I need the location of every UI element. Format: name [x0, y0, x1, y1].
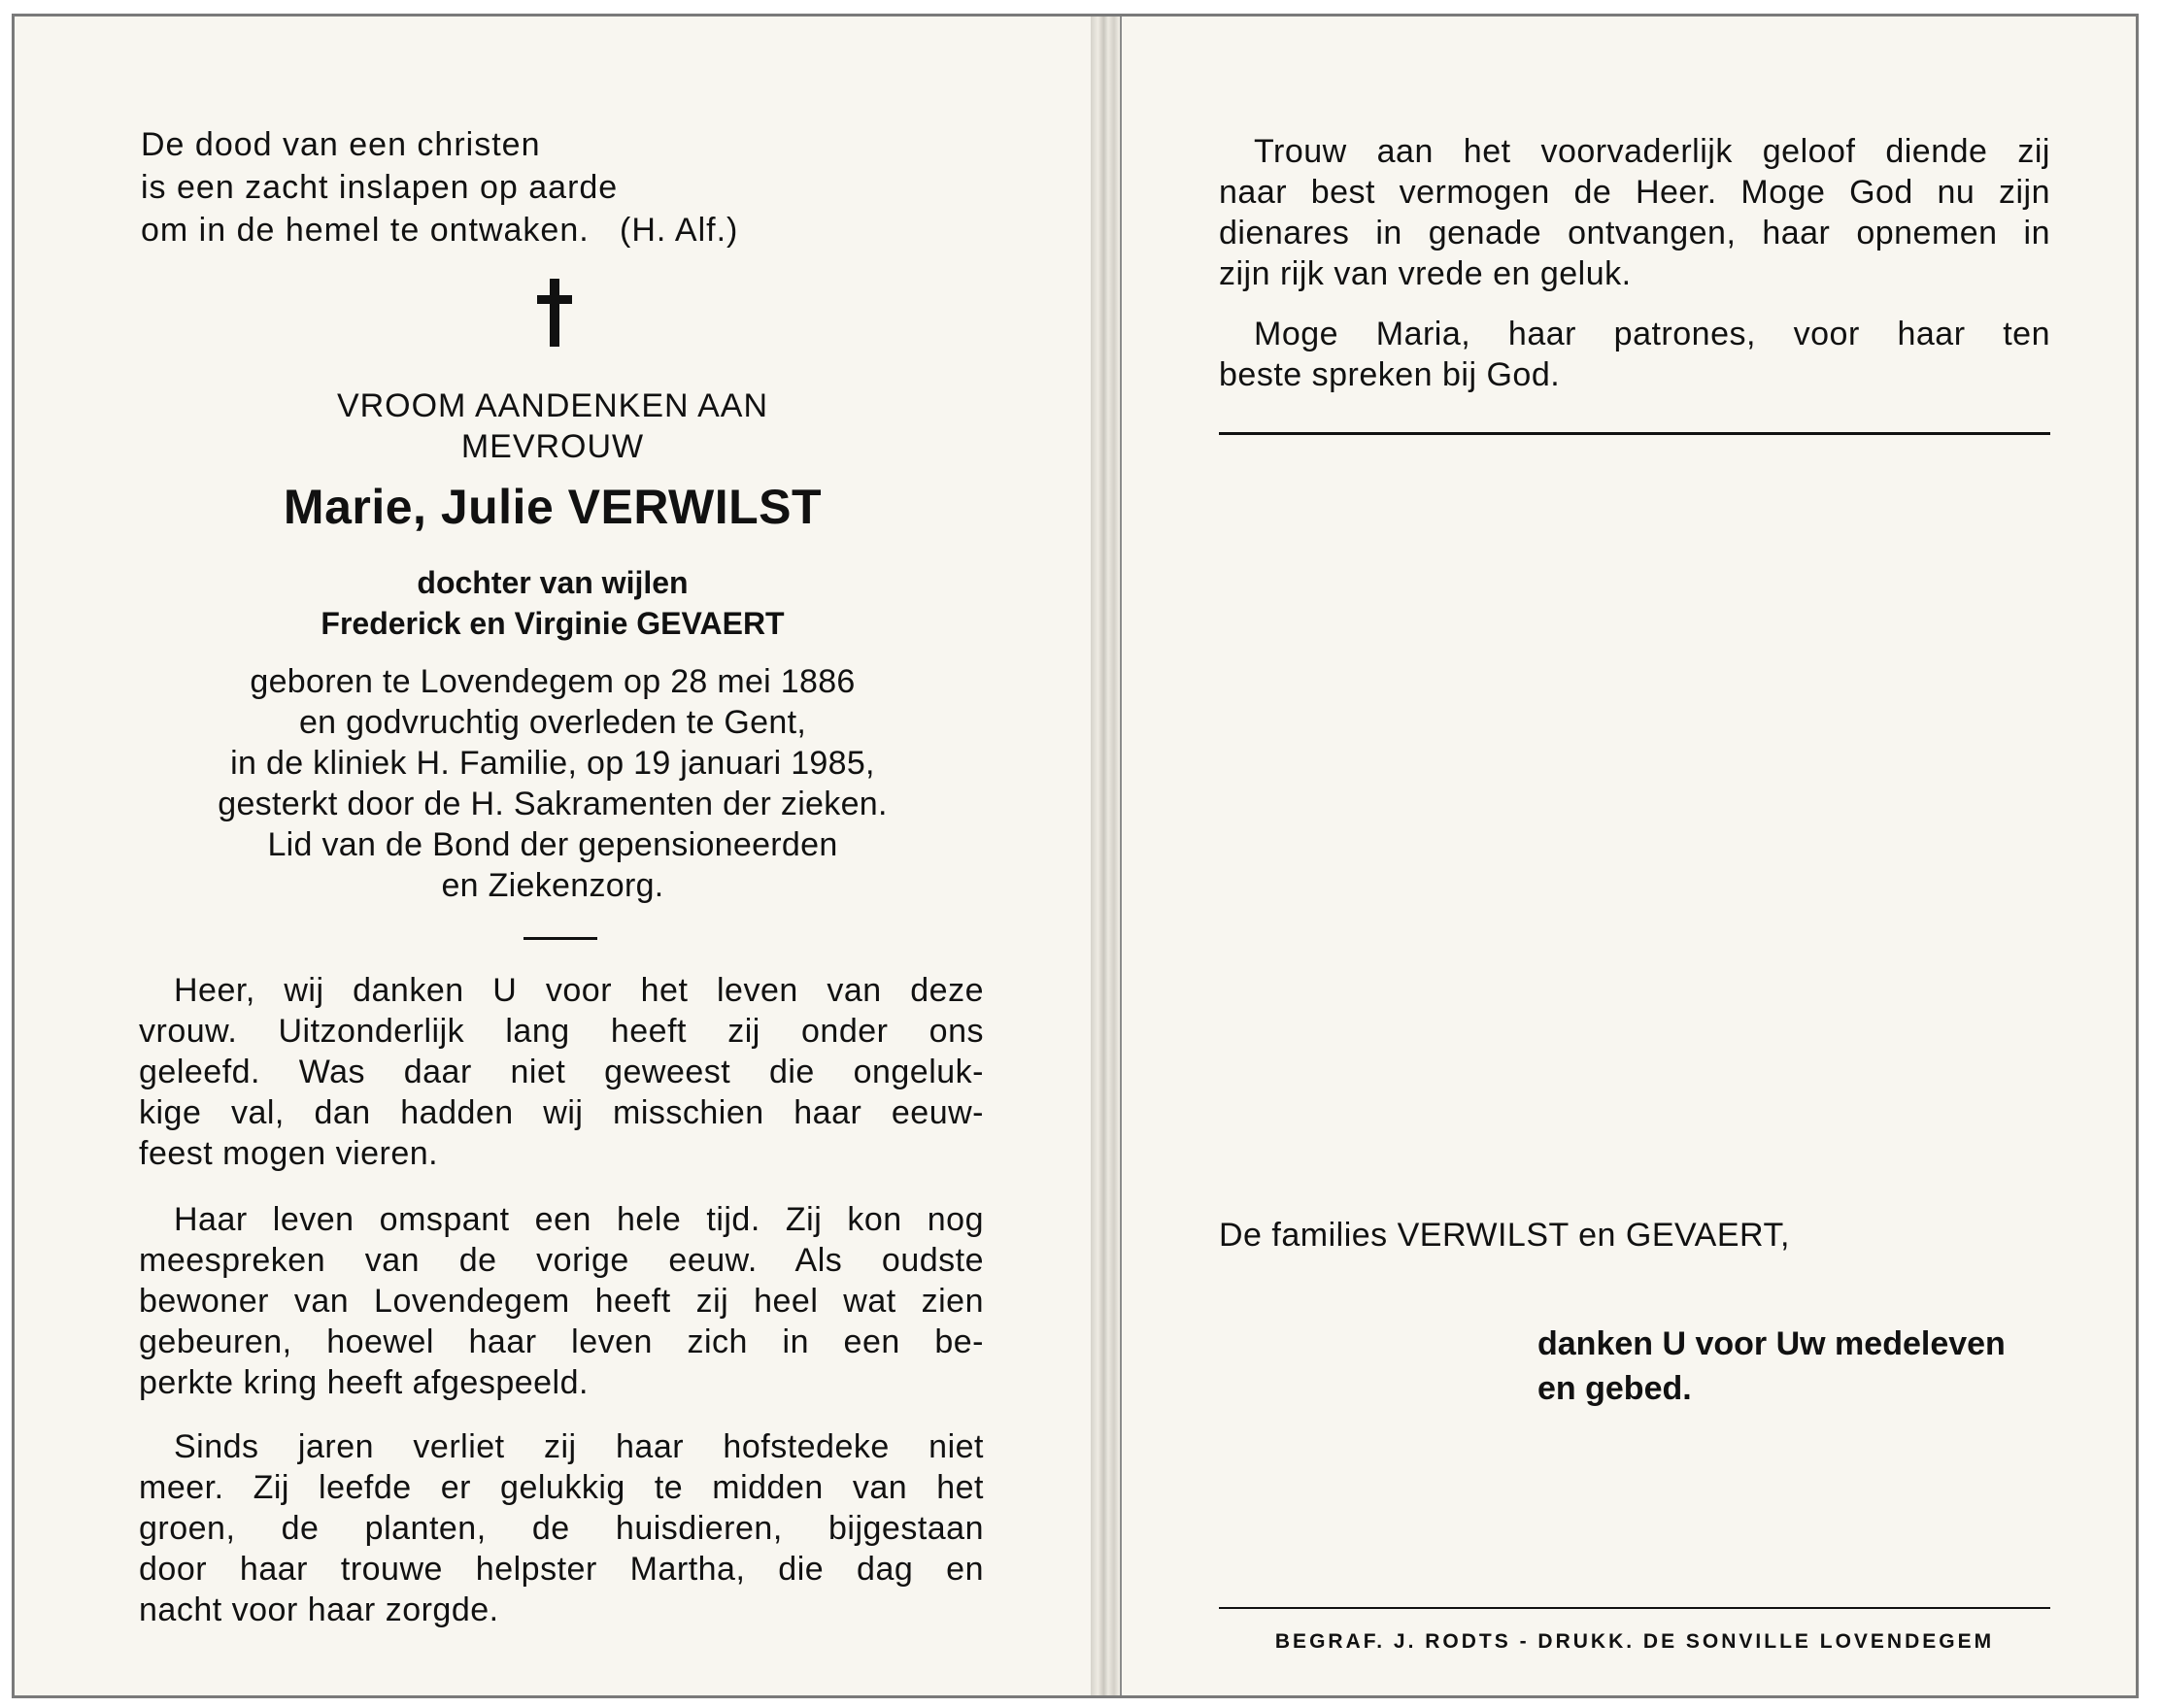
epigraph: [141, 123, 738, 251]
paragraph-line: bewoner van Lovendegem heeft zij heel wat zien: [139, 1283, 984, 1320]
bio-line: en Ziekenzorg.: [441, 867, 664, 904]
parents-line: dochter van wijlen: [417, 565, 689, 600]
memorial-line: MEVROUW: [460, 428, 645, 465]
printer-credit: BEGRAF. J. RODTS - DRUKK. DE SONVILLE LOVENDEGEM: [1274, 1630, 1995, 1653]
parents-line: Frederick en Virginie GEVAERT: [321, 606, 785, 641]
paragraph-line: Heer, wij danken U voor het leven van deze: [174, 972, 984, 1009]
prayer-paragraph: [139, 1426, 984, 1630]
paragraph-line: gebeuren, hoewel haar leven zich in een be-: [139, 1323, 984, 1360]
paragraph-line: Haar leven omspant een hele tijd. Zij kon nog: [174, 1201, 984, 1238]
paragraph-line: Sinds jaren verliet zij haar hofstedeke niet: [174, 1428, 984, 1465]
paragraph-line: zijn rijk van vrede en geluk.: [1219, 255, 1632, 292]
paragraph-line: groen, de planten, de huisdieren, bijgestaan: [139, 1510, 984, 1547]
bio-line: Lid van de Bond der gepensioneerden: [267, 826, 838, 863]
latin-cross-icon: [535, 279, 574, 347]
paragraph-line: meer. Zij leefde er gelukkig te midden van het: [139, 1469, 984, 1506]
paragraph-line: vrouw. Uitzonderlijk lang heeft zij onder ons: [139, 1013, 984, 1050]
paragraph-line: Moge Maria, haar patrones, voor haar ten: [1254, 316, 2050, 352]
left-page: [15, 17, 1093, 1695]
memorial-line: VROOM AANDENKEN AAN: [336, 387, 769, 424]
biography: [15, 661, 1091, 906]
paragraph-line: meespreken van de vorige eeuw. Als oudste: [139, 1242, 984, 1279]
memorial-card: [12, 14, 2139, 1698]
prayer-paragraph: [139, 970, 984, 1174]
right-page: [1120, 17, 2136, 1695]
paragraph-line: beste spreken bij God.: [1219, 356, 1561, 393]
memorial-heading: [15, 385, 1091, 467]
paragraph-line: door haar trouwe helpster Martha, die dag en: [139, 1551, 984, 1588]
prayer-paragraph: [1219, 314, 2050, 395]
epigraph-line: is een zacht inslapen op aarde: [141, 169, 619, 206]
paragraph-line: geleefd. Was daar niet geweest die ongeluk-: [139, 1054, 984, 1090]
families-line: De families VERWILST en GEVAERT,: [1219, 1217, 1790, 1254]
deceased-name: Marie, Julie VERWILST: [283, 480, 823, 534]
prayer-paragraph: [1219, 131, 2050, 294]
divider: [1219, 432, 2050, 435]
thanks: [1537, 1322, 2006, 1411]
paragraph-line: perkte kring heeft afgespeeld.: [139, 1364, 589, 1401]
paragraph-line: dienares in genade ontvangen, haar opnemen in: [1219, 215, 2050, 251]
bio-line: geboren te Lovendegem op 28 mei 1886: [250, 663, 856, 700]
bio-line: gesterkt door de H. Sakramenten der zieken.: [218, 786, 888, 822]
bio-line: in de kliniek H. Familie, op 19 januari 1985,: [230, 745, 875, 782]
parents: [15, 562, 1091, 644]
bio-line: en godvruchtig overleden te Gent,: [298, 704, 807, 741]
divider: [1219, 1607, 2050, 1609]
thanks-line: en gebed.: [1537, 1370, 1692, 1407]
paragraph-line: naar best vermogen de Heer. Moge God nu zijn: [1219, 174, 2050, 211]
epigraph-line: om in de hemel te ontwaken. (H. Alf.): [141, 212, 739, 249]
paragraph-line: Trouw aan het voorvaderlijk geloof diende zij: [1254, 133, 2050, 170]
paragraph-line: nacht voor haar zorgde.: [139, 1591, 499, 1628]
prayer-paragraph: [139, 1199, 984, 1403]
paragraph-line: kige val, dan hadden wij misschien haar eeuw-: [139, 1094, 984, 1131]
epigraph-line: De dood van een christen: [141, 126, 541, 163]
divider: [523, 937, 597, 940]
thanks-line: danken U voor Uw medeleven: [1537, 1325, 2006, 1362]
paragraph-line: feest mogen vieren.: [139, 1135, 439, 1172]
card-fold: [1091, 17, 1120, 1695]
